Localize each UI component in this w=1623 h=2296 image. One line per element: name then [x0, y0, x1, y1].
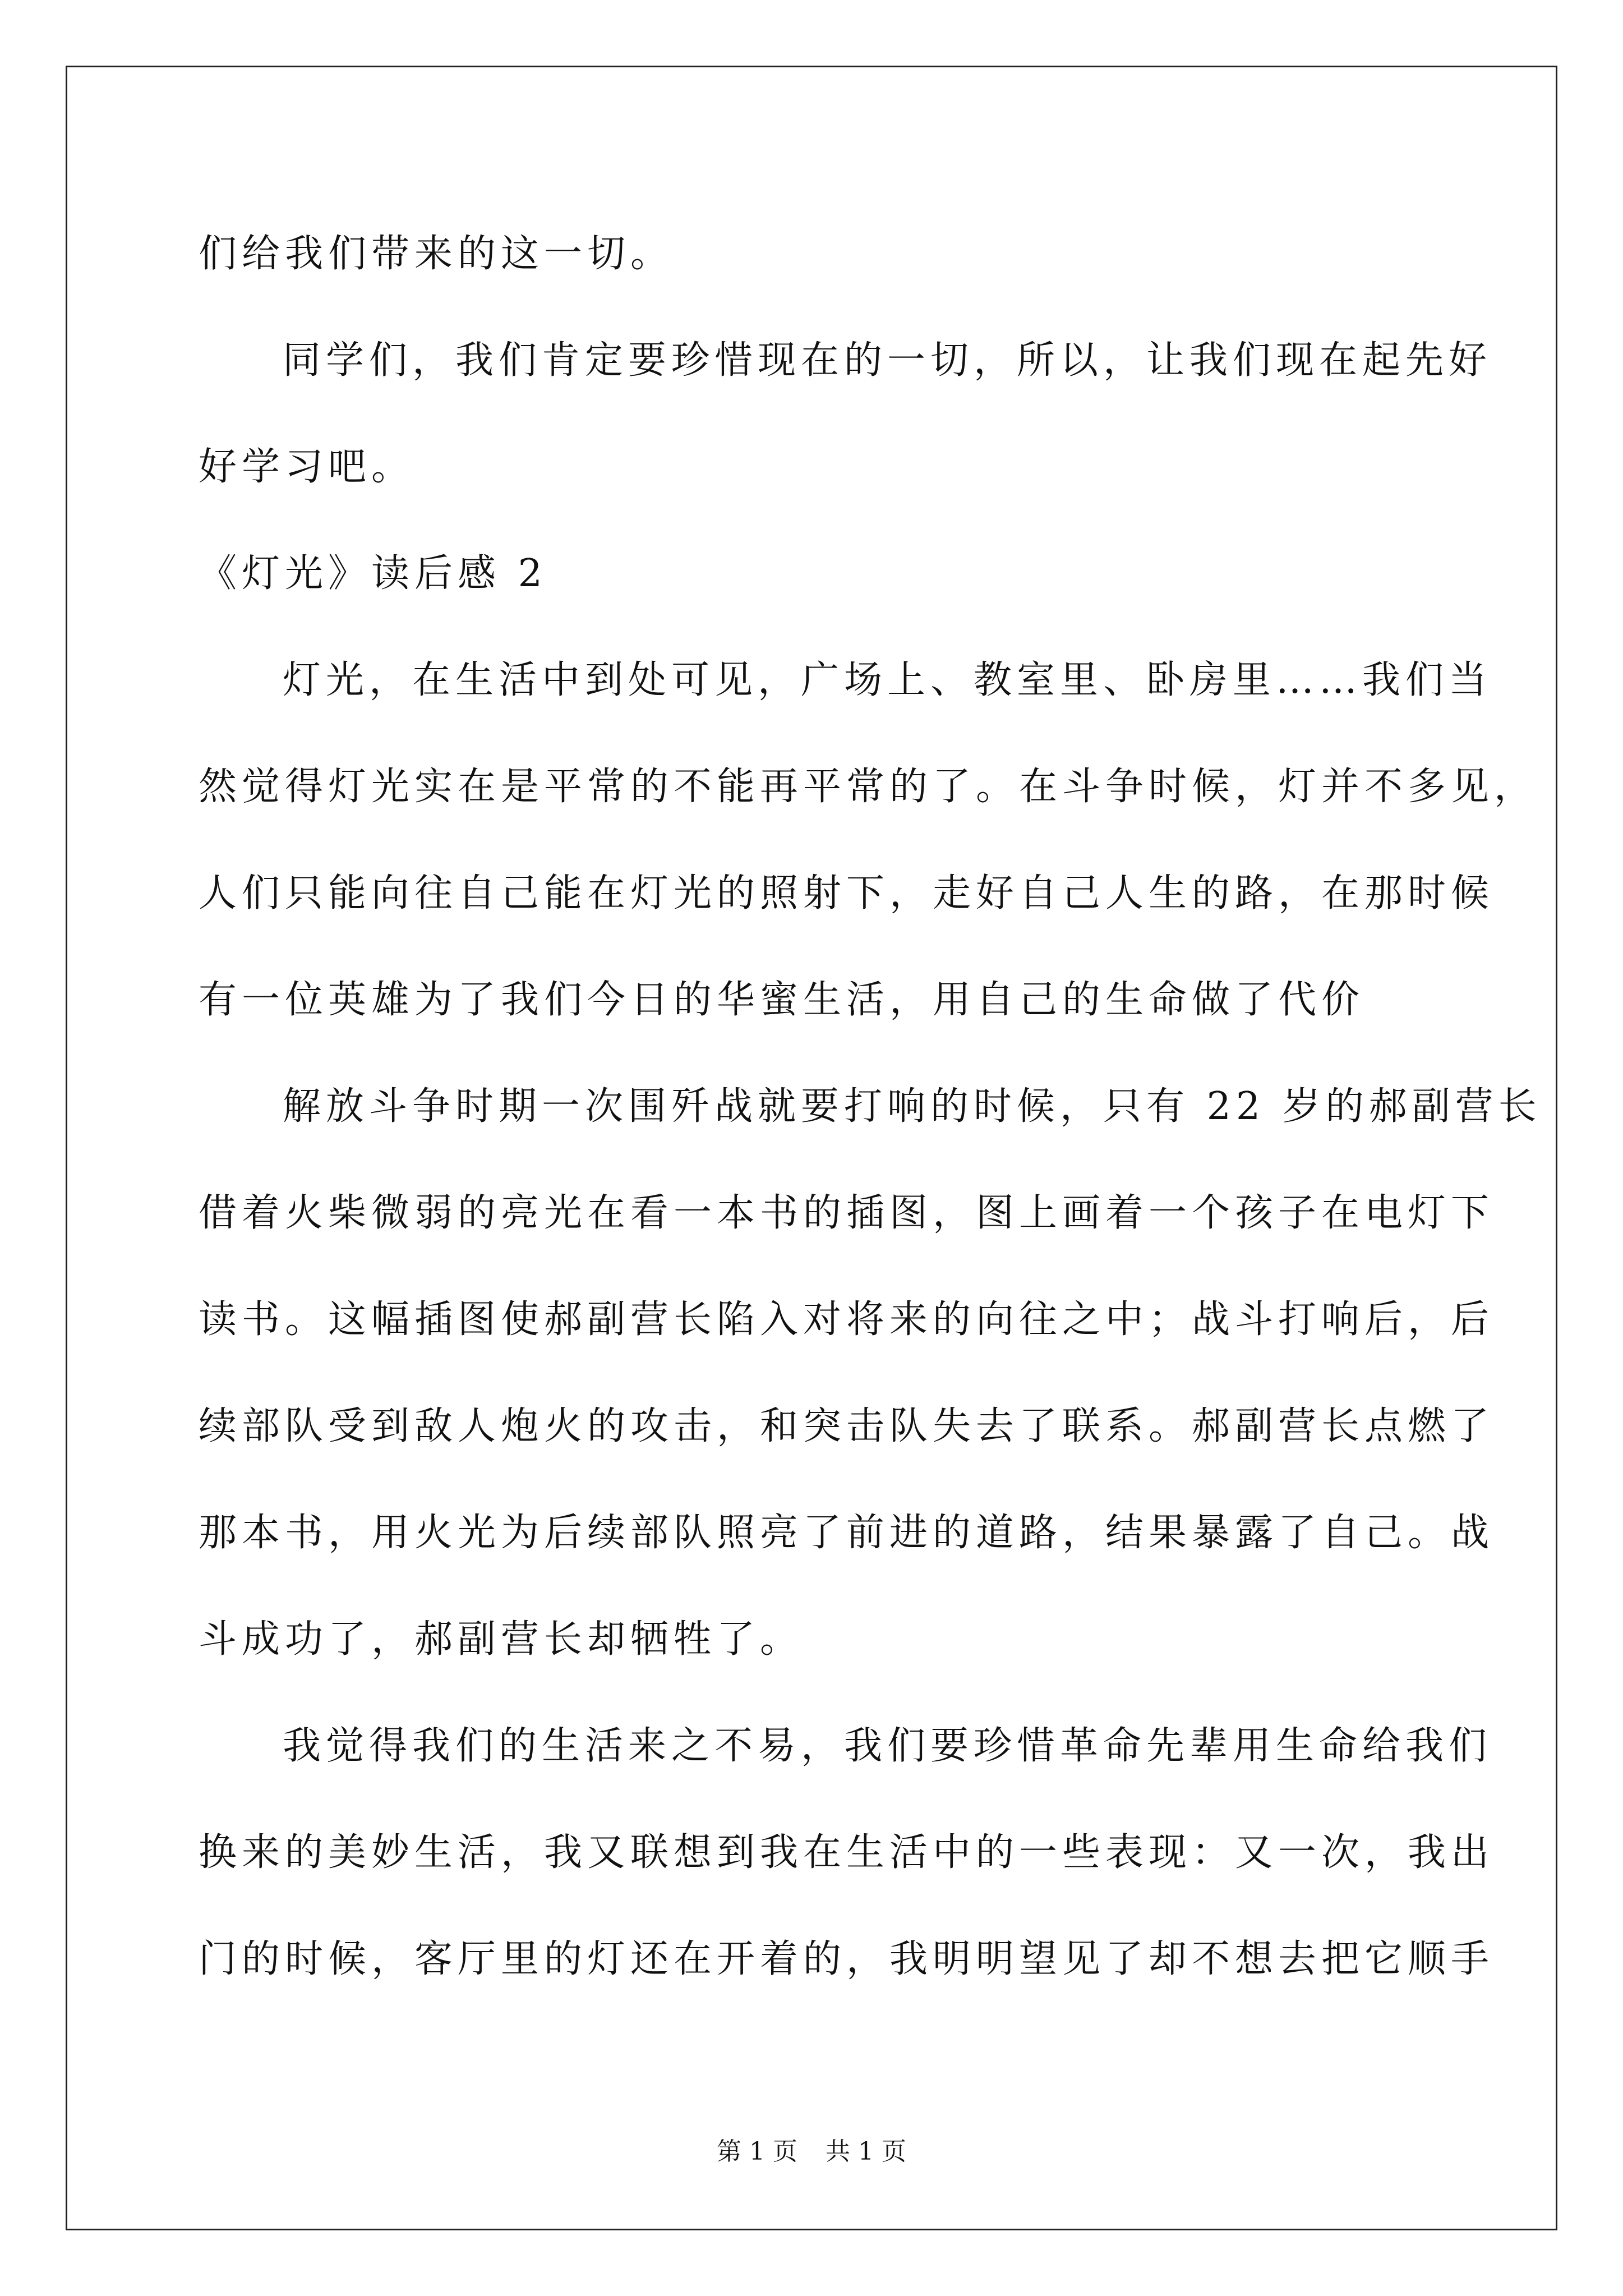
text-line: 续部队受到敌人炮火的攻击，和突击队失去了联系。郝副营长点燃了 [199, 1404, 1495, 1448]
text-line: 那本书，用火光为后续部队照亮了前进的道路，结果暴露了自己。战 [199, 1511, 1495, 1555]
text-line: 解放斗争时期一次围歼战就要打响的时候，只有 22 岁的郝副营长 [283, 1084, 1542, 1129]
text-line: 们给我们带来的这一切。 [199, 232, 674, 276]
text-line: 灯光，在生活中到处可见，广场上、教室里、卧房里……我们当 [283, 658, 1492, 702]
page-total: 共 1 页 [826, 2137, 906, 2166]
page-number: 第 1 页 [717, 2137, 797, 2166]
text-line: 同学们，我们肯定要珍惜现在的一切，所以，让我们现在起先好 [283, 338, 1492, 383]
text-line: 斗成功了，郝副营长却牺牲了。 [199, 1617, 804, 1662]
text-line: 好学习吧。 [199, 445, 415, 489]
text-line: 读书。这幅插图使郝副营长陷入对将来的向往之中；战斗打响后，后 [199, 1297, 1495, 1342]
text-line: 我觉得我们的生活来之不易，我们要珍惜革命先辈用生命给我们 [283, 1724, 1492, 1768]
text-line: 有一位英雄为了我们今日的华蜜生活，用自己的生命做了代价 [199, 978, 1365, 1022]
text-line: 借着火柴微弱的亮光在看一本书的插图，图上画着一个孩子在电灯下 [199, 1191, 1495, 1235]
text-line: 然觉得灯光实在是平常的不能再平常的了。在斗争时候，灯并不多见， [199, 765, 1538, 809]
document-body [199, 201, 1542, 2013]
text-line: 门的时候，客厅里的灯还在开着的，我明明望见了却不想去把它顺手 [199, 1937, 1495, 1981]
text-line: 换来的美妙生活，我又联想到我在生活中的一些表现：又一次，我出 [199, 1830, 1495, 1875]
text-line: 人们只能向往自己能在灯光的照射下，走好自己人生的路，在那时候 [199, 871, 1495, 915]
section-heading: 《灯光》读后感 2 [199, 551, 547, 596]
page-footer [0, 2135, 1623, 2169]
